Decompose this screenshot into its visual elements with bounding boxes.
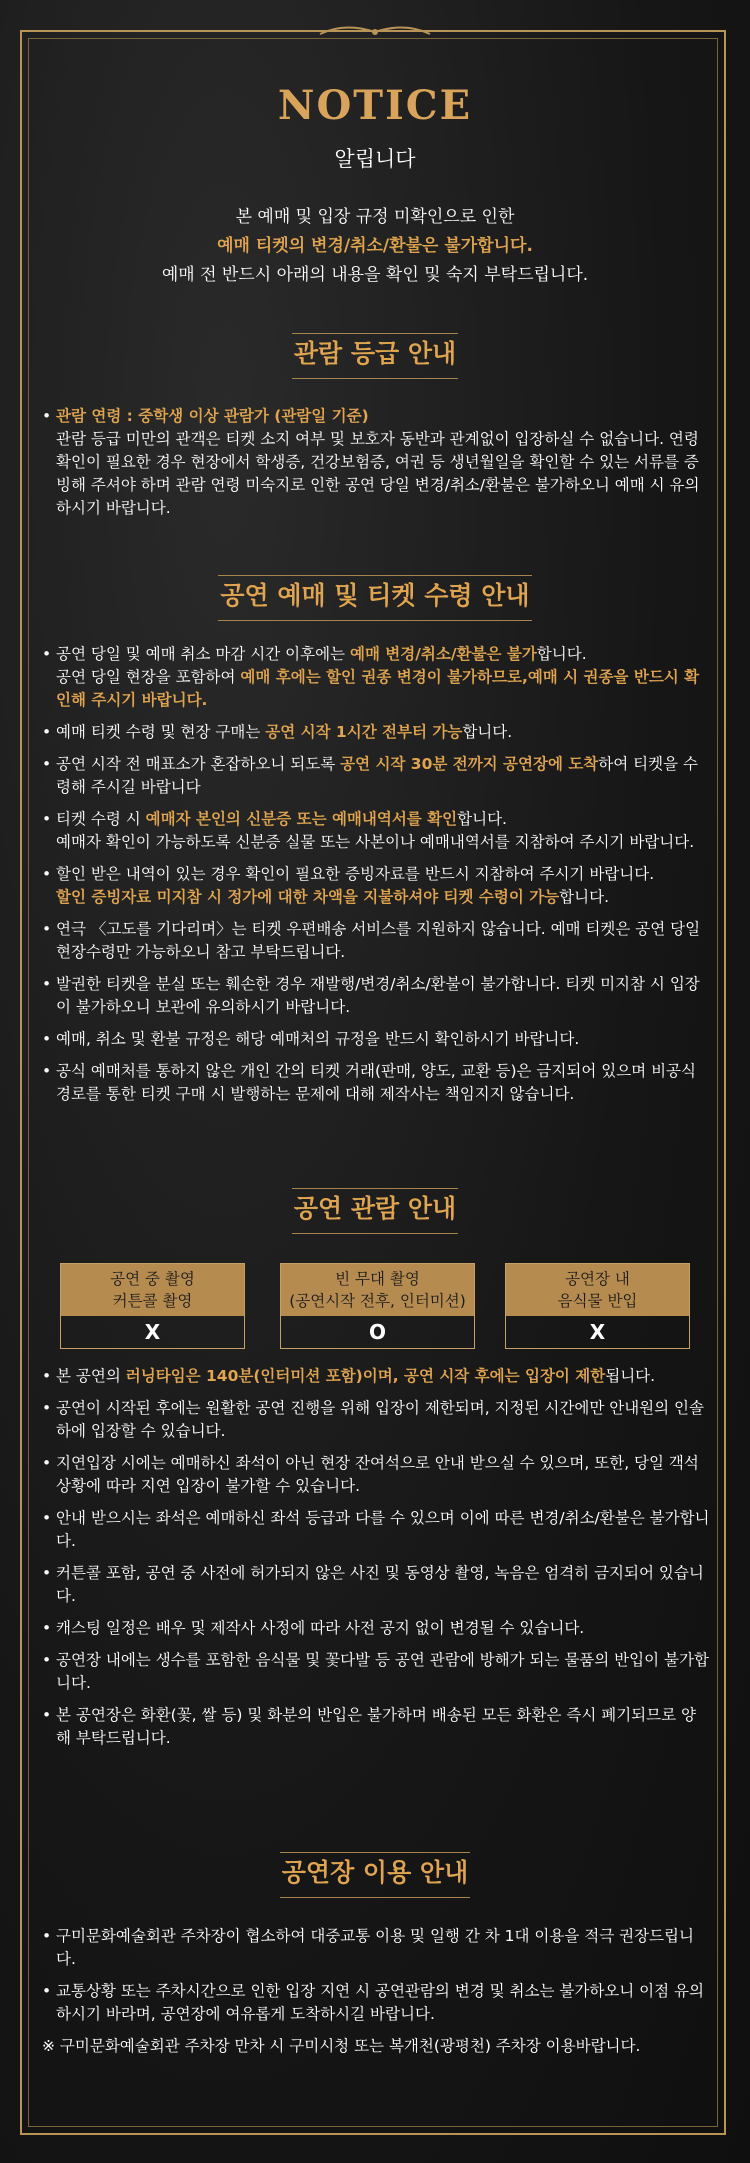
parking-note: ※ 구미문화예술회관 주차장 만차 시 구미시청 또는 복개천(광평천) 주차장 이용바랍니다.	[42, 2037, 641, 2055]
list-item: • 예매 티켓 수령 및 현장 구매는 공연 시작 1시간 전부터 가능합니다.	[42, 721, 710, 744]
list-item: • 공연 당일 및 예매 취소 마감 시간 이후에는 예매 변경/취소/환불은 불가합니다. 공연 당일 현장을 포함하여 예매 후에는 할인 권종 변경이 불가하므로,예매 시 권종을 반드시 확인해 주시기 바랍니다.	[42, 643, 710, 712]
table-cell: 공연 중 촬영 커튼콜 촬영 X	[60, 1263, 245, 1349]
list-item: • 구미문화예술회관 주차장이 협소하여 대중교통 이용 및 일행 간 차 1대 이용을 적극 권장드립니다.	[42, 1925, 710, 1971]
list-item: • 공식 예매처를 통하지 않은 개인 간의 티켓 거래(판매, 양도, 교환 등)은 금지되어 있으며 비공식 경로를 통한 티켓 구매 시 발행하는 문제에 대해 제작사는 책임지지 않습니다.	[42, 1060, 710, 1106]
list-item: • 공연장 내에는 생수를 포함한 음식물 및 꽃다발 등 공연 관람에 방해가 되는 물품의 반입이 불가합니다.	[42, 1649, 710, 1695]
list-item: • 공연 시작 전 매표소가 혼잡하오니 되도록 공연 시작 30분 전까지 공연장에 도착하여 티켓을 수령해 주시길 바랍니다	[42, 753, 710, 799]
booking-block	[42, 643, 710, 1115]
list-item: • 본 공연의 러닝타임은 140분(인터미션 포함)이며, 공연 시작 후에는 입장이 제한됩니다.	[42, 1365, 710, 1388]
notice-subtitle: 알립니다	[334, 147, 416, 171]
list-item: • 안내 받으시는 좌석은 예매하신 좌석 등급과 다를 수 있으며 이에 따른 변경/취소/환불은 불가합니다.	[42, 1507, 710, 1553]
restriction-table	[60, 1263, 690, 1349]
list-item: • 예매, 취소 및 환불 규정은 해당 예매처의 규정을 반드시 확인하시기 바랍니다.	[42, 1028, 710, 1051]
list-item: • 교통상황 또는 주차시간으로 인한 입장 지연 시 공연관람의 변경 및 취소는 불가하오니 이점 유의하시기 바라며, 공연장에 여유롭게 도착하시길 바랍니다.	[42, 1980, 710, 2026]
table-value: X	[589, 1320, 606, 1344]
venue-section-title: 공연장 이용 안내	[0, 1852, 750, 1898]
list-item: • 관람 연령 : 중학생 이상 관람가 (관람일 기준) 관람 등급 미만의 관객은 티켓 소지 여부 및 보호자 동반과 관계없이 입장하실 수 없습니다. 연령 확인이 필요한 경우 현장에서 학생증, 건강보험증, 여권 등 생년월일을 확인할 수 있는 서류를 증빙해 주셔야 하며 관람 연령 미숙지로 인한 공연 당일 변경/취소/환불은 불가하오니 예매 시 유의하시기 바랍니다.	[42, 405, 710, 520]
viewing-block	[42, 1365, 710, 1759]
list-item: • 공연이 시작된 후에는 원활한 공연 진행을 위해 입장이 제한되며, 지정된 시간에만 안내원의 인솔하에 입장할 수 있습니다.	[42, 1397, 710, 1443]
intro-line-3: 예매 전 반드시 아래의 내용을 확인 및 숙지 부탁드립니다.	[161, 265, 589, 285]
list-item: • 발권한 티켓을 분실 또는 훼손한 경우 재발행/변경/취소/환불이 불가합니다. 티켓 미지참 시 입장이 불가하오니 보관에 유의하시기 바랍니다.	[42, 973, 710, 1019]
list-item: • 연극 〈고도를 기다리며〉는 티켓 우편배송 서비스를 지원하지 않습니다. 예매 티켓은 공연 당일 현장수령만 가능하오니 참고 부탁드립니다.	[42, 918, 710, 964]
table-cell: 빈 무대 촬영 (공연시작 전후, 인터미션) O	[280, 1263, 475, 1349]
rating-section-title: 관람 등급 안내	[0, 333, 750, 379]
venue-block	[42, 1925, 710, 2058]
list-item: • 지연입장 시에는 예매하신 좌석이 아닌 현장 잔여석으로 안내 받으실 수 있으며, 또한, 당일 객석 상황에 따라 지연 입장이 불가할 수 있습니다.	[42, 1452, 710, 1498]
intro-line-1: 본 예매 및 입장 규정 미확인으로 인한	[235, 207, 515, 227]
table-value: X	[144, 1320, 161, 1344]
ornament-icon	[315, 22, 435, 40]
list-item: • 본 공연장은 화환(꽃, 쌀 등) 및 화분의 반입은 불가하며 배송된 모든 화환은 즉시 폐기되므로 양해 부탁드립니다.	[42, 1704, 710, 1750]
booking-section-title: 공연 예매 및 티켓 수령 안내	[0, 575, 750, 621]
list-item: • 할인 받은 내역이 있는 경우 확인이 필요한 증빙자료를 반드시 지참하여 주시기 바랍니다. 할인 증빙자료 미지참 시 정가에 대한 차액을 지불하셔야 티켓 수령이 가능합니다.	[42, 863, 710, 909]
list-item: • 티켓 수령 시 예매자 본인의 신분증 또는 예매내역서를 확인합니다. 예매자 확인이 가능하도록 신분증 실물 또는 사본이나 예매내역서를 지참하여 주시기 바랍니다.	[42, 808, 710, 854]
table-cell: 공연장 내 음식물 반입 X	[505, 1263, 690, 1349]
rating-block	[42, 405, 710, 529]
list-item: • 커튼콜 포함, 공연 중 사전에 허가되지 않은 사진 및 동영상 촬영, 녹음은 엄격히 금지되어 있습니다.	[42, 1562, 710, 1608]
table-value: O	[368, 1320, 386, 1344]
intro-text	[0, 203, 750, 290]
list-item: • 캐스팅 일정은 배우 및 제작사 사정에 따라 사전 공지 없이 변경될 수 있습니다.	[42, 1617, 710, 1640]
notice-title: NOTICE	[277, 82, 473, 129]
viewing-section-title: 공연 관람 안내	[0, 1188, 750, 1234]
intro-line-2: 예매 티켓의 변경/취소/환불은 불가합니다.	[217, 236, 533, 256]
